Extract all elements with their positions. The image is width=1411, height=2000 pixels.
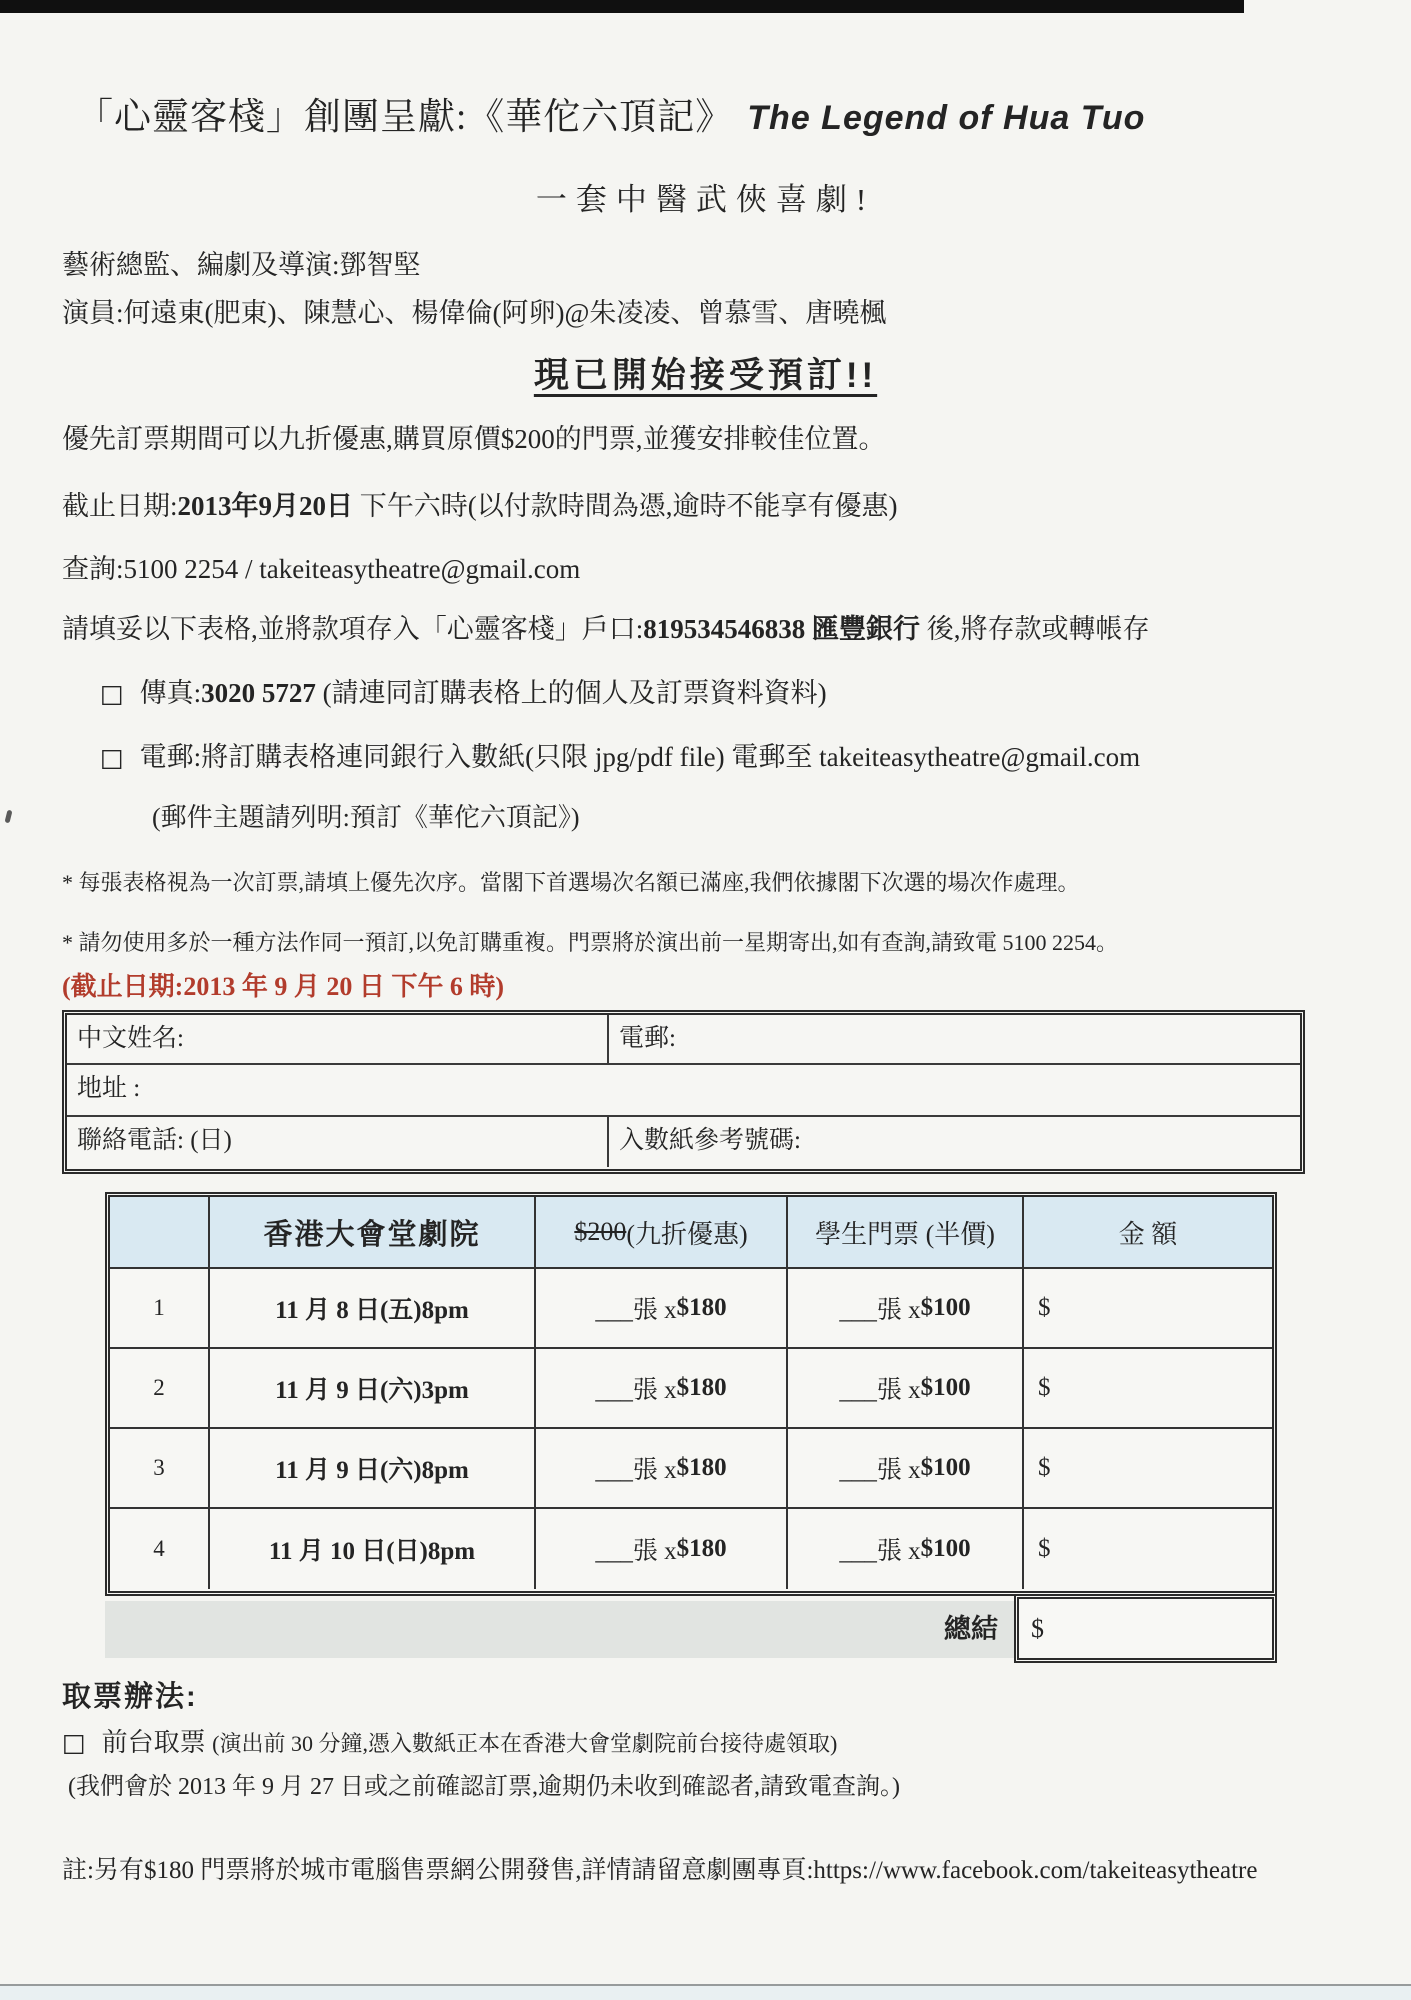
- regular-price: $180: [676, 1374, 727, 1401]
- title-chinese: 「心靈客棧」創團呈獻:《華佗六頂記》: [76, 97, 734, 138]
- title-english: The Legend of Hua Tuo: [747, 99, 1146, 137]
- page-title: [76, 86, 1145, 140]
- total-label-band: 總結: [105, 1601, 1014, 1658]
- enquiry-line: 查詢:5100 2254 / takeiteasytheatre@gmail.com: [62, 554, 581, 584]
- student-qty-cell: [788, 1429, 1024, 1507]
- amount-cell: $: [1038, 1535, 1051, 1562]
- fax-checkbox: □: [100, 679, 124, 708]
- deadline-line: [62, 484, 898, 523]
- student-qty-blank: ___張 x: [839, 1377, 921, 1404]
- booking-table: [105, 1192, 1277, 1596]
- fax-option-line: [100, 671, 827, 710]
- regular-price: $180: [676, 1294, 727, 1321]
- student-price: $100: [920, 1294, 971, 1321]
- regular-price: $180: [676, 1454, 727, 1481]
- student-qty-cell: [788, 1269, 1024, 1347]
- deadline-prefix: 截止日期:: [62, 491, 178, 521]
- email-checkbox: □: [100, 743, 124, 772]
- regular-qty-cell: [536, 1509, 788, 1589]
- scan-bottom-band: [0, 1986, 1411, 2000]
- amount-cell: $: [1038, 1374, 1051, 1401]
- student-qty-blank: ___張 x: [839, 1297, 921, 1324]
- address-field: 地址 :: [77, 1075, 141, 1102]
- account-number: 819534546838: [643, 614, 806, 644]
- regular-qty-cell: [536, 1349, 788, 1427]
- booking-row-4: [110, 1509, 1272, 1589]
- phone-field: 聯絡電話: (日): [67, 1117, 609, 1167]
- show-date: 11 月 8 日(五)8pm: [210, 1269, 536, 1347]
- row-number: 3: [110, 1429, 210, 1507]
- student-qty-cell: [788, 1349, 1024, 1427]
- amount-cell: $: [1038, 1454, 1051, 1481]
- regular-qty-blank: ___張 x: [595, 1538, 677, 1565]
- email-option-line: [100, 735, 1140, 774]
- deadline-suffix: 下午六時(以付款時間為憑,逾時不能享有優惠): [353, 491, 898, 521]
- contact-form-row-2: [67, 1065, 1300, 1117]
- amount-cell: $: [1038, 1294, 1051, 1321]
- pickup-checkbox: □: [62, 1728, 86, 1757]
- student-price: $100: [920, 1454, 971, 1481]
- pickup-heading: 取票辦法:: [62, 1681, 198, 1713]
- booking-row-1: [110, 1269, 1272, 1349]
- header-amount-cell: 金 額: [1118, 1219, 1178, 1249]
- email-text: 將訂購表格連同銀行入數紙(只限 jpg/pdf file) 電郵至 takeiteasytheatre@gmail.com: [201, 742, 1141, 772]
- discount-line: 優先訂票期間可以九折優惠,購買原價$200的門票,並獲安排較佳位置。: [62, 424, 886, 454]
- student-qty-blank: ___張 x: [839, 1538, 921, 1565]
- row-number: 1: [110, 1269, 210, 1347]
- email-label: 電郵:: [139, 742, 202, 772]
- note-duplicate: * 請勿使用多於一種方法作同一預訂,以免訂購重複。門票將於演出前一星期寄出,如有查詢,請致電 5100 2254。: [62, 930, 1119, 955]
- pickup-counter-line: [62, 1722, 837, 1759]
- student-qty-cell: [788, 1509, 1024, 1589]
- regular-qty-blank: ___張 x: [595, 1457, 677, 1484]
- pickup-counter-note: (演出前 30 分鐘,憑入數紙正本在香港大會堂劇院前台接待處領取): [212, 1731, 838, 1756]
- original-price-struck: $200: [574, 1217, 627, 1246]
- note-priority: * 每張表格視為一次訂票,請填上優先次序。當閣下首選場次名額已滿座,我們依據閣下次選的場次作處理。: [62, 870, 1080, 895]
- email-field: 電郵:: [619, 1025, 676, 1052]
- booking-open-announcement: 現已開始接受預訂!!: [533, 356, 878, 395]
- student-price: $100: [920, 1374, 971, 1401]
- facebook-url: https://www.facebook.com/takeiteasytheatre: [813, 1857, 1258, 1884]
- header-student-cell: 學生門票 (半價): [788, 1197, 1024, 1267]
- booking-table-header: [110, 1197, 1272, 1269]
- email-subject-note: (郵件主題請列明:預訂《華佗六頂記》): [152, 803, 580, 832]
- contact-form-row-1: [67, 1015, 1300, 1065]
- regular-qty-cell: [536, 1269, 788, 1347]
- name-field: 中文姓名:: [67, 1015, 609, 1063]
- scan-artifact: [5, 810, 13, 824]
- fax-label: 傳真:: [139, 678, 202, 708]
- pickup-confirm-note: (我們會於 2013 年 9 月 27 日或之前確認訂票,逾期仍未收到確認者,請致電查詢。): [68, 1774, 900, 1800]
- fax-number: 3020 5727: [201, 678, 316, 708]
- pickup-counter-label: 前台取票: [101, 1728, 213, 1757]
- total-amount-box: $: [1014, 1594, 1277, 1663]
- booking-row-3: [110, 1429, 1272, 1509]
- row-number: 4: [110, 1509, 210, 1589]
- header-regular-cell: [536, 1197, 788, 1267]
- show-date: 11 月 9 日(六)8pm: [210, 1429, 536, 1507]
- instruction-prefix: 請填妥以下表格,並將款項存入「心靈客棧」戶口:: [62, 614, 644, 644]
- regular-qty-cell: [536, 1429, 788, 1507]
- student-price: $100: [920, 1535, 971, 1562]
- subtitle: 一套中醫武俠喜劇!: [535, 182, 876, 217]
- deadline-red-line: (截止日期:2013 年 9 月 20 日 下午 6 時): [62, 972, 504, 1001]
- receipt-ref-field: 入數紙參考號碼:: [619, 1127, 801, 1154]
- contact-form-table: [62, 1010, 1305, 1174]
- contact-form-row-3: [67, 1117, 1300, 1167]
- director-credit: 藝術總監、編劇及導演:鄧智堅: [62, 250, 421, 280]
- regular-qty-blank: ___張 x: [595, 1377, 677, 1404]
- payment-instruction: [62, 607, 1150, 646]
- discount-note: (九折優惠): [626, 1219, 748, 1249]
- row-number: 2: [110, 1349, 210, 1427]
- show-date: 11 月 9 日(六)3pm: [210, 1349, 536, 1427]
- header-num-cell: [110, 1197, 210, 1267]
- footer-note-text: 註:另有$180 門票將於城市電腦售票網公開發售,詳情請留意劇團專頁:: [62, 1857, 814, 1884]
- regular-price: $180: [676, 1535, 727, 1562]
- footer-note: [62, 1850, 1257, 1886]
- fax-note: (請連同訂購表格上的個人及訂票資料資料): [315, 678, 827, 708]
- header-venue-cell: 香港大會堂劇院: [210, 1197, 536, 1267]
- booking-row-2: [110, 1349, 1272, 1429]
- bank-name: 匯豐銀行: [805, 614, 921, 644]
- scan-black-bar: [0, 0, 1244, 13]
- student-qty-blank: ___張 x: [839, 1457, 921, 1484]
- deadline-date: 2013年9月20日: [177, 491, 354, 521]
- cast-credit: 演員:何遠東(肥東)、陳慧心、楊偉倫(阿卵)@朱凌凌、曾慕雪、唐曉楓: [62, 298, 887, 328]
- show-date: 11 月 10 日(日)8pm: [210, 1509, 536, 1589]
- regular-qty-blank: ___張 x: [595, 1297, 677, 1324]
- instruction-suffix: 後,將存款或轉帳存: [920, 614, 1150, 644]
